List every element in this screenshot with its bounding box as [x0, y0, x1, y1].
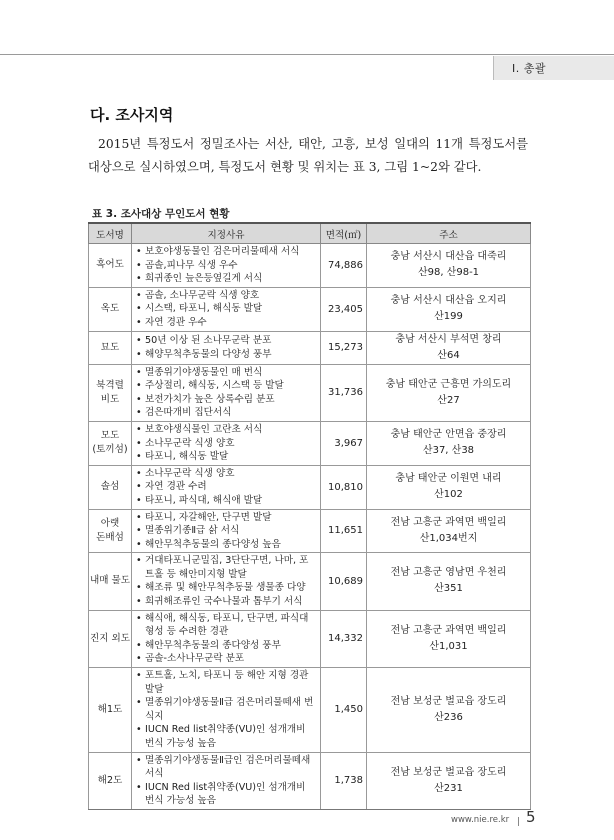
designation-reason-cell — [132, 421, 321, 465]
page-number: 5 — [526, 808, 536, 826]
address-line: 전남 고흥군 영남면 우천리 — [390, 567, 507, 579]
island-name: (토끼섬) — [92, 444, 128, 456]
table-header-row — [89, 223, 531, 244]
address-cell — [367, 668, 531, 753]
reason-item: • 곰솔-소사나무군락 분포 — [135, 652, 317, 666]
reason-item: • 타포니, 자갈해안, 단구면 발달 — [135, 511, 317, 525]
reason-list — [135, 467, 317, 508]
address-line: 산1,031 — [429, 640, 468, 652]
reason-list — [135, 754, 317, 808]
designation-reason-cell — [132, 287, 321, 331]
address-line: 전남 고흥군 과역면 백일리 — [390, 624, 507, 636]
address-cell — [367, 465, 531, 509]
area-cell: 1,738 — [321, 752, 367, 809]
island-name-cell — [89, 244, 132, 288]
area-cell: 10,689 — [321, 553, 367, 610]
island-name: 북격렬 — [96, 379, 124, 391]
address-line: 산236 — [434, 711, 463, 723]
address-line: 충남 서산시 부석면 창리 — [395, 333, 502, 345]
reason-item: • 시스택, 타포니, 해식동 발달 — [135, 302, 317, 316]
address-line: 산27 — [437, 394, 460, 406]
area-cell: 11,651 — [321, 509, 367, 553]
address-line: 산199 — [434, 311, 463, 323]
reason-item: • 거대타포니군밀집, 3단단구면, 나마, 포트홀 등 해안미지형 발달 — [135, 554, 317, 581]
table-body — [89, 244, 531, 810]
island-name-cell — [89, 287, 132, 331]
address-cell — [367, 509, 531, 553]
reason-item: • 보호야생식물인 고란초 서식 — [135, 423, 317, 437]
address-line: 전남 고흥군 과역면 백일리 — [390, 516, 507, 528]
address-cell — [367, 610, 531, 667]
island-name: 해2도 — [97, 774, 123, 786]
table-caption: 표 3. 조사대상 무인도서 현황 — [92, 208, 230, 220]
table-row — [89, 364, 531, 421]
reason-item: • 보전가치가 높은 상록수림 분포 — [135, 393, 317, 407]
island-name: 돈배섬 — [96, 531, 124, 543]
header-area: 면적(㎡) — [321, 223, 367, 244]
reason-item: • 소나무군락 식생 양호 — [135, 467, 317, 481]
island-name: 해1도 — [97, 703, 123, 715]
reason-list — [135, 554, 317, 608]
address-line: 산231 — [434, 782, 463, 794]
address-cell — [367, 421, 531, 465]
area-cell: 23,405 — [321, 287, 367, 331]
reason-item: • 자연 경관 우수 — [135, 316, 317, 330]
area-cell: 3,967 — [321, 421, 367, 465]
island-name-cell — [89, 668, 132, 753]
reason-item: • 자연 경관 수려 — [135, 480, 317, 494]
table-row — [89, 668, 531, 753]
island-name-cell — [89, 331, 132, 364]
address-line: 산64 — [437, 349, 460, 361]
reason-item: • 멸종위기종Ⅱ급 삵 서식 — [135, 524, 317, 538]
footer-divider — [518, 817, 519, 826]
area-cell: 31,736 — [321, 364, 367, 421]
island-status-table — [88, 222, 531, 810]
area-cell: 15,273 — [321, 331, 367, 364]
table-row — [89, 421, 531, 465]
reason-item: • 해안무척추동물의 종다양성 높음 — [135, 538, 317, 552]
reason-item: • 해식애, 해식동, 타포니, 단구면, 파식대 형성 등 수려한 경관 — [135, 612, 317, 639]
reason-item: • 해조류 및 해안무척추동물 생물종 다양 — [135, 581, 317, 595]
island-name: 모도 — [100, 430, 120, 442]
designation-reason-cell — [132, 668, 321, 753]
reason-item: • 곰솔, 소나무군락 식생 양호 — [135, 289, 317, 303]
header-island-name: 도서명 — [89, 223, 132, 244]
address-cell — [367, 364, 531, 421]
reason-item: • 멸종위기야생동물인 매 번식 — [135, 366, 317, 380]
island-name-cell — [89, 553, 132, 610]
address-line: 산351 — [434, 583, 463, 595]
reason-item: • 멸종위기야생동물Ⅱ급 검은머리물떼새 번식지 — [135, 696, 317, 723]
header-address: 주소 — [367, 223, 531, 244]
address-line: 충남 태안군 이원면 내리 — [395, 473, 502, 485]
reason-list — [135, 423, 317, 464]
reason-item: • 주상절리, 해식동, 시스택 등 발달 — [135, 379, 317, 393]
address-line: 산37, 산38 — [422, 445, 475, 457]
reason-list — [135, 511, 317, 552]
island-name: 흑어도 — [96, 259, 124, 271]
address-cell — [367, 331, 531, 364]
address-line: 산102 — [434, 489, 463, 501]
address-line: 충남 서산시 대산읍 대죽리 — [390, 251, 507, 263]
table-row — [89, 509, 531, 553]
reason-item: • 해안무척추동물의 종다양성 풍부 — [135, 639, 317, 653]
address-line: 전남 보성군 벌교읍 장도리 — [390, 766, 507, 778]
reason-item: • 멸종위기야생동물Ⅱ급인 검은머리물떼새 서식 — [135, 754, 317, 781]
table-row — [89, 610, 531, 667]
footer-url: www.nie.re.kr — [451, 815, 510, 825]
header-designation-reason: 지정사유 — [132, 223, 321, 244]
reason-item: • 희귀종인 늪은등옆길게 서식 — [135, 272, 317, 286]
table-row — [89, 331, 531, 364]
island-name: 솔섬 — [100, 481, 120, 493]
reason-item: • 보호야생동물인 검은머리물떼새 서식 — [135, 245, 317, 259]
island-name: 묘도 — [100, 341, 120, 353]
address-line: 충남 태안군 근흥면 가의도리 — [385, 378, 512, 390]
reason-item: • 소나무군락 식생 양호 — [135, 437, 317, 451]
island-name: 옥도 — [100, 303, 120, 315]
table-row — [89, 553, 531, 610]
designation-reason-cell — [132, 331, 321, 364]
table-row — [89, 465, 531, 509]
address-cell — [367, 287, 531, 331]
island-name-cell — [89, 610, 132, 667]
address-line: 산1,034번지 — [419, 532, 478, 544]
designation-reason-cell — [132, 465, 321, 509]
area-cell: 10,810 — [321, 465, 367, 509]
island-name-cell — [89, 465, 132, 509]
reason-item: • 희귀해조류인 국수나물과 톱부기 서식 — [135, 595, 317, 609]
area-cell: 74,886 — [321, 244, 367, 288]
section-title: 다. 조사지역 — [90, 106, 174, 124]
island-name-cell — [89, 509, 132, 553]
reason-list — [135, 289, 317, 330]
table-row — [89, 287, 531, 331]
reason-item: • 타포니, 파식대, 해식애 발달 — [135, 494, 317, 508]
reason-item: • 해양무척추동물의 다양성 풍부 — [135, 348, 317, 362]
area-cell: 1,450 — [321, 668, 367, 753]
reason-list — [135, 669, 317, 751]
reason-item: • IUCN Red list취약종(VU)인 섬개개비 번식 가능성 높음 — [135, 723, 317, 750]
reason-item: • 곰솔,피나무 식생 우수 — [135, 259, 317, 273]
designation-reason-cell — [132, 364, 321, 421]
chapter-tab — [494, 56, 614, 80]
reason-list — [135, 612, 317, 666]
island-name-cell — [89, 364, 132, 421]
reason-item: • 타포니, 해식동 발달 — [135, 450, 317, 464]
designation-reason-cell — [132, 752, 321, 809]
address-cell — [367, 244, 531, 288]
address-line: 산98, 산98-1 — [417, 267, 480, 279]
island-name: 아랫 — [100, 517, 120, 529]
reason-item: • IUCN Red list취약종(VU)인 섬개개비 번식 가능성 높음 — [135, 781, 317, 808]
designation-reason-cell — [132, 244, 321, 288]
reason-item: • 50년 이상 된 소나무군락 분포 — [135, 334, 317, 348]
area-cell: 14,332 — [321, 610, 367, 667]
island-name: 비도 — [100, 393, 120, 405]
island-name-cell — [89, 421, 132, 465]
island-name: 내매 물도 — [89, 575, 131, 587]
reason-list — [135, 245, 317, 286]
island-name-cell — [89, 752, 132, 809]
island-name: 진지 외도 — [89, 632, 131, 644]
address-line: 충남 서산시 대산읍 오지리 — [390, 295, 507, 307]
reason-item: • 포트홀, 노치, 타포니 등 해안 지형 경관 발달 — [135, 669, 317, 696]
address-line: 충남 태안군 안면읍 중장리 — [390, 429, 507, 441]
page-header — [0, 0, 614, 54]
address-cell — [367, 553, 531, 610]
chapter-label: Ⅰ. 총괄 — [512, 62, 546, 75]
header-rule — [0, 54, 614, 55]
reason-list — [135, 334, 317, 361]
table-row — [89, 244, 531, 288]
designation-reason-cell — [132, 509, 321, 553]
reason-list — [135, 366, 317, 420]
reason-item: • 검은따개비 집단서식 — [135, 406, 317, 420]
designation-reason-cell — [132, 553, 321, 610]
address-line: 전남 보성군 벌교읍 장도리 — [390, 695, 507, 707]
address-cell — [367, 752, 531, 809]
table-row — [89, 752, 531, 809]
body-paragraph: 2015년 특정도서 정밀조사는 서산, 태안, 고흥, 보성 일대의 11개 특정도서를 대상으로 실시하였으며, 특정도서 현황 및 위치는 표 3, 그림 1~2와 같다. — [88, 137, 528, 174]
designation-reason-cell — [132, 610, 321, 667]
